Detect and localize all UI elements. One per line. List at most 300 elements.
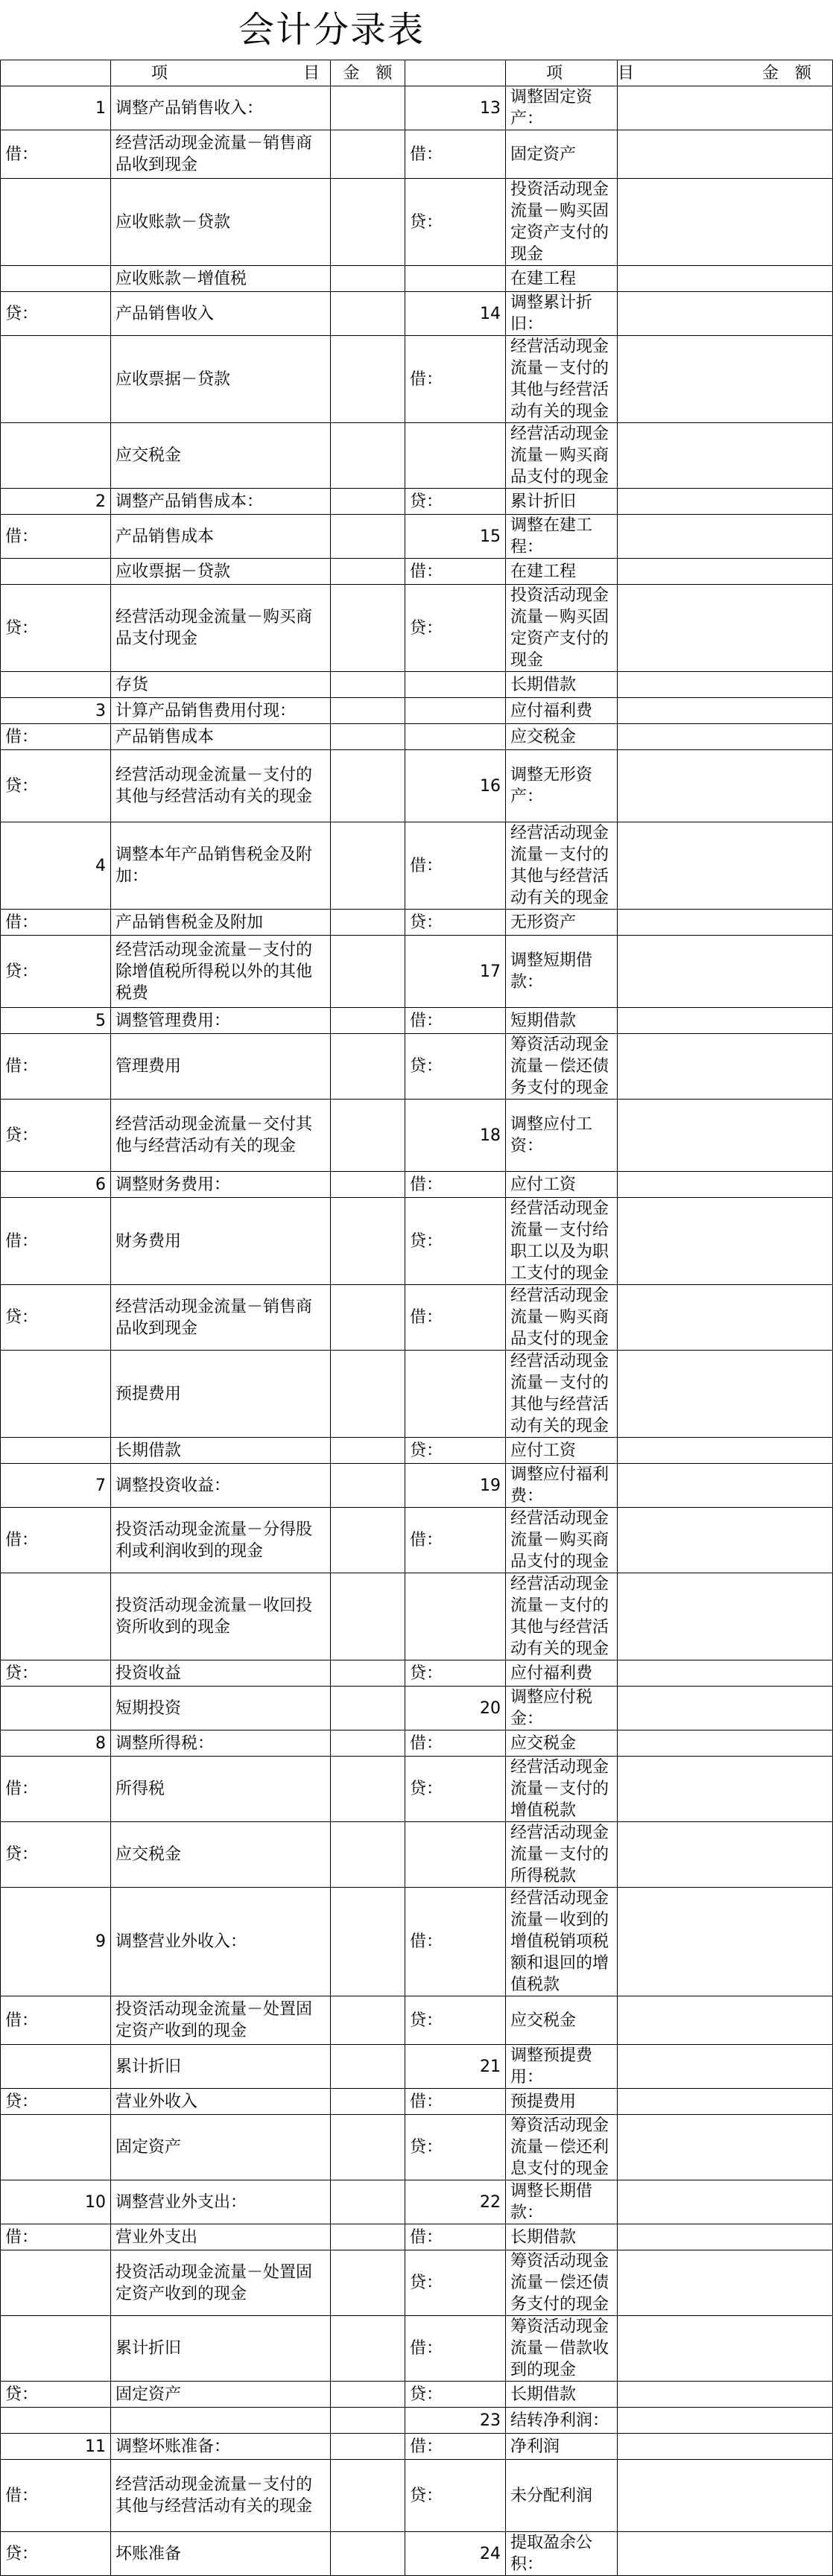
- left-amount-cell: [331, 266, 405, 292]
- right-debit-credit-cell: 贷：: [405, 1996, 506, 2045]
- right-amount-cell: [618, 698, 833, 724]
- left-account-cell: 长期借款: [111, 1438, 331, 1464]
- right-account-cell: 经营活动现金流量－支付的其他与经营活动有关的现金: [506, 1351, 618, 1438]
- right-amount-cell: [618, 1757, 833, 1822]
- left-amount-cell: [331, 1008, 405, 1034]
- left-debit-credit-cell: 借：: [1, 2460, 111, 2532]
- right-debit-credit-cell: 贷：: [405, 2250, 506, 2316]
- right-account-cell: 调整应付福利费：: [506, 1464, 618, 1508]
- right-amount-cell: [618, 2434, 833, 2460]
- table-row: [1, 2089, 833, 2115]
- right-amount-cell: [618, 2180, 833, 2224]
- left-account-cell: 经营活动现金流量－交付其他与经营活动有关的现金: [111, 1100, 331, 1172]
- left-account-cell: 产品销售税金及附加: [111, 910, 331, 936]
- left-debit-credit-cell: 借：: [1, 1508, 111, 1573]
- right-account-cell: 长期借款: [506, 2224, 618, 2250]
- table-row: [1, 1198, 833, 1285]
- left-account-cell: 固定资产: [111, 2382, 331, 2408]
- right-debit-credit-cell: 贷：: [405, 179, 506, 266]
- right-debit-credit-cell: 借：: [405, 130, 506, 179]
- right-debit-credit-cell: 贷：: [405, 1198, 506, 1285]
- left-amount-cell: [331, 2408, 405, 2434]
- left-amount-cell: [331, 2532, 405, 2576]
- table-row: [1, 1008, 833, 1034]
- left-amount-cell: [331, 2224, 405, 2250]
- right-amount-cell: [618, 2460, 833, 2532]
- right-debit-credit-cell: [405, 1573, 506, 1660]
- table-row: [1, 1100, 833, 1172]
- right-account-cell: 筹资活动现金流量－偿还债务支付的现金: [506, 2250, 618, 2316]
- header-blank-left: [1, 60, 111, 86]
- left-account-cell: 营业外收入: [111, 2089, 331, 2115]
- left-amount-cell: [331, 1285, 405, 1351]
- right-amount-cell: [618, 822, 833, 910]
- header-amount-right: 目 金 额: [618, 60, 833, 86]
- right-debit-credit-cell: 借：: [405, 1172, 506, 1198]
- page-title: 会计分录表: [238, 9, 425, 51]
- left-account-cell: 调整营业外收入：: [111, 1888, 331, 1996]
- right-amount-cell: [618, 2382, 833, 2408]
- left-account-cell: 财务费用: [111, 1198, 331, 1285]
- left-debit-credit-cell: 贷：: [1, 1285, 111, 1351]
- right-account-cell: 调整固定资产：: [506, 86, 618, 130]
- right-account-cell: 调整无形资产：: [506, 750, 618, 822]
- left-debit-credit-cell: 7: [1, 1464, 111, 1508]
- left-amount-cell: [331, 423, 405, 489]
- table-row: [1, 585, 833, 672]
- left-account-cell: 经营活动现金流量－购买商品支付现金: [111, 585, 331, 672]
- right-debit-credit-cell: 贷：: [405, 2460, 506, 2532]
- left-account-cell: 调整所得税：: [111, 1730, 331, 1757]
- left-account-cell: 投资活动现金流量－处置固定资产收到的现金: [111, 1996, 331, 2045]
- right-amount-cell: [618, 179, 833, 266]
- right-amount-cell: [618, 1687, 833, 1730]
- table-row: [1, 1172, 833, 1198]
- left-debit-credit-cell: 4: [1, 822, 111, 910]
- right-amount-cell: [618, 1888, 833, 1996]
- table-row: [1, 515, 833, 559]
- right-debit-credit-cell: 贷：: [405, 585, 506, 672]
- left-amount-cell: [331, 585, 405, 672]
- left-account-cell: 产品销售成本: [111, 515, 331, 559]
- left-amount-cell: [331, 1100, 405, 1172]
- table-row: [1, 2382, 833, 2408]
- right-amount-cell: [618, 1660, 833, 1687]
- left-account-cell: 调整产品销售成本：: [111, 489, 331, 515]
- left-debit-credit-cell: 借：: [1, 724, 111, 750]
- left-debit-credit-cell: [1, 266, 111, 292]
- table-row: [1, 1285, 833, 1351]
- left-amount-cell: [331, 336, 405, 423]
- table-row: [1, 1822, 833, 1888]
- header-row: [1, 60, 833, 86]
- table-row: [1, 1757, 833, 1822]
- right-account-cell: 经营活动现金流量－支付的其他与经营活动有关的现金: [506, 336, 618, 423]
- table-row: [1, 910, 833, 936]
- right-account-cell: 在建工程: [506, 266, 618, 292]
- right-account-cell: 在建工程: [506, 559, 618, 585]
- right-account-cell: 固定资产: [506, 130, 618, 179]
- right-debit-credit-cell: [405, 698, 506, 724]
- left-debit-credit-cell: [1, 2316, 111, 2382]
- right-debit-credit-cell: 23: [405, 2408, 506, 2434]
- left-debit-credit-cell: [1, 179, 111, 266]
- table-row: [1, 698, 833, 724]
- left-amount-cell: [331, 2460, 405, 2532]
- left-account-cell: 投资活动现金流量－收回投资所收到的现金: [111, 1573, 331, 1660]
- left-debit-credit-cell: [1, 336, 111, 423]
- right-amount-cell: [618, 1996, 833, 2045]
- right-amount-cell: [618, 1730, 833, 1757]
- table-row: [1, 2115, 833, 2180]
- left-amount-cell: [331, 1660, 405, 1687]
- right-amount-cell: [618, 585, 833, 672]
- left-amount-cell: [331, 672, 405, 698]
- right-account-cell: 应付工资: [506, 1172, 618, 1198]
- right-account-cell: 调整应付工资：: [506, 1100, 618, 1172]
- right-account-cell: 经营活动现金流量－购买商品支付的现金: [506, 1285, 618, 1351]
- right-debit-credit-cell: 21: [405, 2045, 506, 2089]
- right-amount-cell: [618, 292, 833, 336]
- right-account-cell: 未分配利润: [506, 2460, 618, 2532]
- right-amount-cell: [618, 2115, 833, 2180]
- left-account-cell: 调整营业外支出：: [111, 2180, 331, 2224]
- left-account-cell: 应收票据－贷款: [111, 336, 331, 423]
- header-item-right: 项: [506, 60, 618, 86]
- right-amount-cell: [618, 1508, 833, 1573]
- right-account-cell: 投资活动现金流量－购买固定资产支付的现金: [506, 585, 618, 672]
- right-amount-cell: [618, 1008, 833, 1034]
- right-amount-cell: [618, 1573, 833, 1660]
- left-debit-credit-cell: 贷：: [1, 2532, 111, 2576]
- right-debit-credit-cell: 13: [405, 86, 506, 130]
- right-debit-credit-cell: 18: [405, 1100, 506, 1172]
- table-row: [1, 822, 833, 910]
- left-account-cell: 预提费用: [111, 1351, 331, 1438]
- right-amount-cell: [618, 86, 833, 130]
- left-debit-credit-cell: 贷：: [1, 2089, 111, 2115]
- left-debit-credit-cell: 2: [1, 489, 111, 515]
- right-amount-cell: [618, 1438, 833, 1464]
- left-account-cell: 经营活动现金流量－支付的其他与经营活动有关的现金: [111, 750, 331, 822]
- right-debit-credit-cell: 借：: [405, 2316, 506, 2382]
- right-account-cell: 结转净利润：: [506, 2408, 618, 2434]
- right-account-cell: 应交税金: [506, 1730, 618, 1757]
- left-debit-credit-cell: 借：: [1, 2224, 111, 2250]
- left-debit-credit-cell: 9: [1, 1888, 111, 1996]
- right-debit-credit-cell: [405, 423, 506, 489]
- right-amount-cell: [618, 1198, 833, 1285]
- left-debit-credit-cell: [1, 1351, 111, 1438]
- right-account-cell: 应付福利费: [506, 698, 618, 724]
- right-account-cell: 经营活动现金流量－购买商品支付的现金: [506, 423, 618, 489]
- right-account-cell: 筹资活动现金流量－偿还债务支付的现金: [506, 1034, 618, 1100]
- right-amount-cell: [618, 336, 833, 423]
- right-debit-credit-cell: [405, 724, 506, 750]
- left-amount-cell: [331, 292, 405, 336]
- right-amount-cell: [618, 1100, 833, 1172]
- left-account-cell: 产品销售收入: [111, 292, 331, 336]
- right-amount-cell: [618, 423, 833, 489]
- table-row: [1, 179, 833, 266]
- right-account-cell: 经营活动现金流量－支付的增值税款: [506, 1757, 618, 1822]
- left-amount-cell: [331, 1996, 405, 2045]
- right-amount-cell: [618, 1351, 833, 1438]
- table-row: [1, 672, 833, 698]
- left-amount-cell: [331, 2089, 405, 2115]
- left-amount-cell: [331, 2180, 405, 2224]
- table-row: [1, 423, 833, 489]
- journal-entry-table: [0, 60, 833, 2576]
- left-amount-cell: [331, 1198, 405, 1285]
- table-row: [1, 2434, 833, 2460]
- right-account-cell: 调整长期借款：: [506, 2180, 618, 2224]
- right-account-cell: 调整预提费用：: [506, 2045, 618, 2089]
- left-debit-credit-cell: 借：: [1, 1034, 111, 1100]
- left-amount-cell: [331, 1687, 405, 1730]
- table-row: [1, 1730, 833, 1757]
- table-row: [1, 130, 833, 179]
- right-debit-credit-cell: 借：: [405, 559, 506, 585]
- table-row: [1, 750, 833, 822]
- left-amount-cell: [331, 130, 405, 179]
- table-row: [1, 1888, 833, 1996]
- right-account-cell: 筹资活动现金流量－偿还利息支付的现金: [506, 2115, 618, 2180]
- left-account-cell: 经营活动现金流量－销售商品收到现金: [111, 1285, 331, 1351]
- left-debit-credit-cell: 借：: [1, 1996, 111, 2045]
- right-account-cell: 经营活动现金流量－购买商品支付的现金: [506, 1508, 618, 1573]
- left-account-cell: 累计折旧: [111, 2316, 331, 2382]
- table-row: [1, 2250, 833, 2316]
- right-debit-credit-cell: 贷：: [405, 2382, 506, 2408]
- right-account-cell: 应交税金: [506, 724, 618, 750]
- left-debit-credit-cell: 8: [1, 1730, 111, 1757]
- right-account-cell: 经营活动现金流量－支付的所得税款: [506, 1822, 618, 1888]
- right-debit-credit-cell: 22: [405, 2180, 506, 2224]
- left-amount-cell: [331, 1822, 405, 1888]
- right-debit-credit-cell: 借：: [405, 822, 506, 910]
- left-account-cell: 调整投资收益：: [111, 1464, 331, 1508]
- left-amount-cell: [331, 489, 405, 515]
- right-debit-credit-cell: 贷：: [405, 1034, 506, 1100]
- right-debit-credit-cell: 贷：: [405, 2115, 506, 2180]
- left-debit-credit-cell: 6: [1, 1172, 111, 1198]
- left-amount-cell: [331, 724, 405, 750]
- left-debit-credit-cell: 贷：: [1, 585, 111, 672]
- right-amount-cell: [618, 515, 833, 559]
- right-account-cell: 调整累计折旧：: [506, 292, 618, 336]
- right-debit-credit-cell: 借：: [405, 1730, 506, 1757]
- left-account-cell: 应交税金: [111, 423, 331, 489]
- right-amount-cell: [618, 266, 833, 292]
- table-row: [1, 1351, 833, 1438]
- left-debit-credit-cell: 10: [1, 2180, 111, 2224]
- table-row: [1, 2180, 833, 2224]
- table-row: [1, 936, 833, 1008]
- right-amount-cell: [618, 130, 833, 179]
- left-debit-credit-cell: 11: [1, 2434, 111, 2460]
- left-debit-credit-cell: [1, 2045, 111, 2089]
- left-debit-credit-cell: 贷：: [1, 1100, 111, 1172]
- table-row: [1, 2316, 833, 2382]
- right-debit-credit-cell: 贷：: [405, 1438, 506, 1464]
- table-row: [1, 266, 833, 292]
- right-account-cell: 短期借款: [506, 1008, 618, 1034]
- right-account-cell: 长期借款: [506, 2382, 618, 2408]
- left-amount-cell: [331, 1757, 405, 1822]
- right-amount-cell: [618, 2532, 833, 2576]
- left-account-cell: 营业外支出: [111, 2224, 331, 2250]
- right-debit-credit-cell: 20: [405, 1687, 506, 1730]
- left-amount-cell: [331, 1438, 405, 1464]
- left-account-cell: 所得税: [111, 1757, 331, 1822]
- right-debit-credit-cell: 贷：: [405, 1757, 506, 1822]
- left-amount-cell: [331, 1351, 405, 1438]
- left-amount-cell: [331, 2434, 405, 2460]
- left-debit-credit-cell: 借：: [1, 1198, 111, 1285]
- left-account-cell: 累计折旧: [111, 2045, 331, 2089]
- left-amount-cell: [331, 698, 405, 724]
- right-account-cell: 调整应付税金：: [506, 1687, 618, 1730]
- left-amount-cell: [331, 2115, 405, 2180]
- left-account-cell: 产品销售成本: [111, 724, 331, 750]
- left-debit-credit-cell: [1, 1438, 111, 1464]
- table-row: [1, 1660, 833, 1687]
- table-row: [1, 2045, 833, 2089]
- left-account-cell: 调整坏账准备：: [111, 2434, 331, 2460]
- left-debit-credit-cell: 借：: [1, 130, 111, 179]
- left-account-cell: 经营活动现金流量－销售商品收到现金: [111, 130, 331, 179]
- right-amount-cell: [618, 1172, 833, 1198]
- header-amount-left: 金 额: [331, 60, 405, 86]
- right-debit-credit-cell: 借：: [405, 2434, 506, 2460]
- right-amount-cell: [618, 1034, 833, 1100]
- left-account-cell: 存货: [111, 672, 331, 698]
- right-account-cell: 经营活动现金流量－支付的其他与经营活动有关的现金: [506, 1573, 618, 1660]
- left-amount-cell: [331, 86, 405, 130]
- left-debit-credit-cell: [1, 423, 111, 489]
- left-amount-cell: [331, 1464, 405, 1508]
- right-debit-credit-cell: 借：: [405, 1285, 506, 1351]
- left-amount-cell: [331, 1730, 405, 1757]
- right-amount-cell: [618, 1285, 833, 1351]
- right-amount-cell: [618, 2408, 833, 2434]
- left-account-cell: 调整管理费用：: [111, 1008, 331, 1034]
- header-blank-right: [405, 60, 506, 86]
- table-row: [1, 86, 833, 130]
- right-debit-credit-cell: 借：: [405, 336, 506, 423]
- left-debit-credit-cell: 借：: [1, 515, 111, 559]
- left-account-cell: 计算产品销售费用付现：: [111, 698, 331, 724]
- left-amount-cell: [331, 2382, 405, 2408]
- table-row: [1, 1034, 833, 1100]
- left-amount-cell: [331, 1573, 405, 1660]
- right-amount-cell: [618, 910, 833, 936]
- right-debit-credit-cell: [405, 672, 506, 698]
- right-debit-credit-cell: 24: [405, 2532, 506, 2576]
- right-debit-credit-cell: [405, 1351, 506, 1438]
- left-debit-credit-cell: [1, 559, 111, 585]
- right-amount-cell: [618, 2250, 833, 2316]
- left-amount-cell: [331, 1888, 405, 1996]
- left-account-cell: 调整产品销售收入：: [111, 86, 331, 130]
- header-item-left: 项 目: [111, 60, 331, 86]
- right-account-cell: 经营活动现金流量－支付给职工以及为职工支付的现金: [506, 1198, 618, 1285]
- table-row: [1, 336, 833, 423]
- left-debit-credit-cell: 贷：: [1, 936, 111, 1008]
- left-debit-credit-cell: 借：: [1, 1757, 111, 1822]
- left-account-cell: 经营活动现金流量－支付的其他与经营活动有关的现金: [111, 2460, 331, 2532]
- sheet-title-bar: [0, 0, 833, 60]
- left-debit-credit-cell: [1, 2115, 111, 2180]
- right-account-cell: 投资活动现金流量－购买固定资产支付的现金: [506, 179, 618, 266]
- table-row: [1, 1464, 833, 1508]
- right-debit-credit-cell: 贷：: [405, 1660, 506, 1687]
- left-amount-cell: [331, 515, 405, 559]
- table-row: [1, 489, 833, 515]
- left-debit-credit-cell: 贷：: [1, 1660, 111, 1687]
- table-row: [1, 1687, 833, 1730]
- right-account-cell: 经营活动现金流量－支付的其他与经营活动有关的现金: [506, 822, 618, 910]
- left-account-cell: 应收账款－增值税: [111, 266, 331, 292]
- left-debit-credit-cell: [1, 1687, 111, 1730]
- left-debit-credit-cell: [1, 1573, 111, 1660]
- left-amount-cell: [331, 936, 405, 1008]
- table-row: [1, 1573, 833, 1660]
- right-amount-cell: [618, 1464, 833, 1508]
- left-account-cell: 投资活动现金流量－分得股利或利润收到的现金: [111, 1508, 331, 1573]
- left-amount-cell: [331, 559, 405, 585]
- left-debit-credit-cell: 3: [1, 698, 111, 724]
- left-account-cell: 投资活动现金流量－处置固定资产收到的现金: [111, 2250, 331, 2316]
- left-debit-credit-cell: 5: [1, 1008, 111, 1034]
- left-debit-credit-cell: 贷：: [1, 750, 111, 822]
- right-account-cell: 经营活动现金流量－收到的增值税销项税额和退回的增值税款: [506, 1888, 618, 1996]
- left-account-cell: 坏账准备: [111, 2532, 331, 2576]
- left-debit-credit-cell: 1: [1, 86, 111, 130]
- table-row: [1, 559, 833, 585]
- right-account-cell: 提取盈余公积：: [506, 2532, 618, 2576]
- right-account-cell: 长期借款: [506, 672, 618, 698]
- right-amount-cell: [618, 1822, 833, 1888]
- right-account-cell: 无形资产: [506, 910, 618, 936]
- left-account-cell: 调整本年产品销售税金及附加：: [111, 822, 331, 910]
- right-amount-cell: [618, 672, 833, 698]
- table-row: [1, 1508, 833, 1573]
- left-amount-cell: [331, 2045, 405, 2089]
- left-account-cell: 投资收益: [111, 1660, 331, 1687]
- left-amount-cell: [331, 1172, 405, 1198]
- left-debit-credit-cell: 贷：: [1, 1822, 111, 1888]
- right-amount-cell: [618, 724, 833, 750]
- right-debit-credit-cell: [405, 1822, 506, 1888]
- left-debit-credit-cell: 贷：: [1, 2382, 111, 2408]
- right-debit-credit-cell: 14: [405, 292, 506, 336]
- left-amount-cell: [331, 822, 405, 910]
- table-row: [1, 724, 833, 750]
- table-row: [1, 2532, 833, 2576]
- table-row: [1, 1438, 833, 1464]
- right-account-cell: 累计折旧: [506, 489, 618, 515]
- right-account-cell: 调整短期借款：: [506, 936, 618, 1008]
- right-debit-credit-cell: 15: [405, 515, 506, 559]
- left-account-cell: 固定资产: [111, 2115, 331, 2180]
- left-amount-cell: [331, 179, 405, 266]
- left-account-cell: 短期投资: [111, 1687, 331, 1730]
- right-amount-cell: [618, 2316, 833, 2382]
- right-debit-credit-cell: 17: [405, 936, 506, 1008]
- right-amount-cell: [618, 2045, 833, 2089]
